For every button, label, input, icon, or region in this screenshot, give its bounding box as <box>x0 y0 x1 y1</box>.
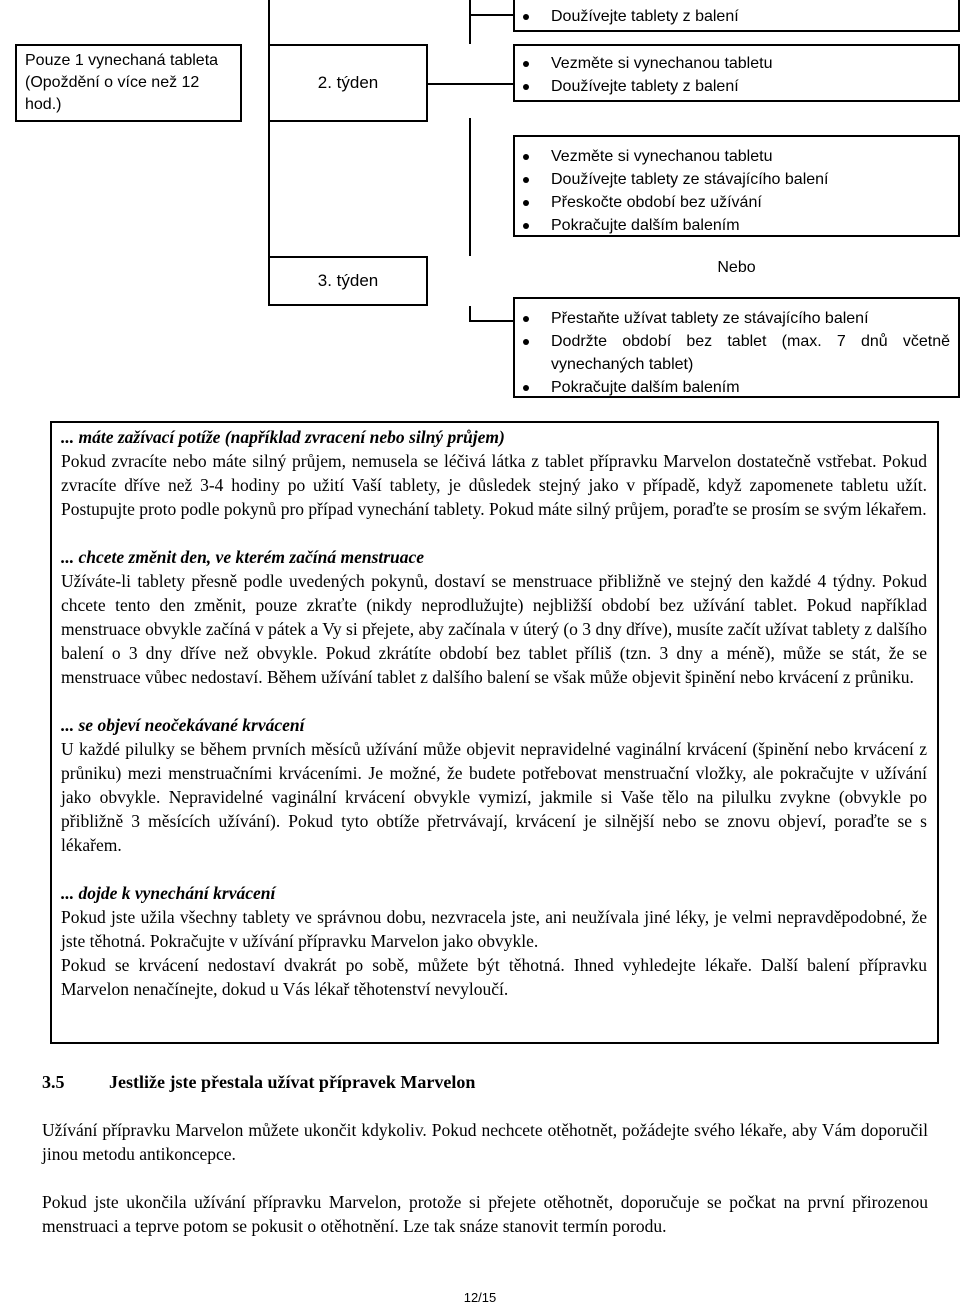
connector-line <box>428 83 514 85</box>
connector-line <box>469 0 471 44</box>
bullet-item: Doužívejte tablety ze stávajícího balení <box>515 168 958 191</box>
section-number: 3.5 <box>42 1072 65 1092</box>
missed-tablet-box <box>15 44 242 122</box>
bullet-item: Pokračujte dalším balením <box>515 214 958 237</box>
week3-label: 3. týden <box>317 271 379 290</box>
page-number: 12/15 <box>463 1290 497 1305</box>
connector-line <box>469 306 471 320</box>
connector-line <box>268 0 270 258</box>
top-bullet-box <box>513 0 960 32</box>
bullet-item: Přeskočte období bez užívání <box>515 191 958 214</box>
section-heading: ... máte zažívací potíže (například zvracení nebo silný průjem) <box>61 427 505 447</box>
bullet-item: Pokračujte dalším balením <box>515 376 950 399</box>
section-text: Pokud se krvácení nedostaví dvakrát po sobě, můžete být těhotná. Ihned vyhledejte lékaře. Další balení přípravku Marvelon nenačínejte, dokud u Vás lékař těhotenství nevyloučí. <box>61 955 927 999</box>
section-heading: ... chcete změnit den, ve kterém začíná menstruace <box>61 547 425 567</box>
or-label: Nebo <box>717 259 756 276</box>
paragraph: Pokud jste ukončila užívání přípravku Marvelon, protože si přejete otěhotnět, doporučuje se počkat na první přirozenou menstruaci a teprve potom se pokusit o otěhotnění. Lze tak snáze stanovit termín porodu. <box>42 1192 928 1236</box>
missed-tablet-text: Pouze 1 vynechaná tableta (Opoždění o více než 12 hod.) <box>25 52 219 113</box>
bullet-item: Vezměte si vynechanou tabletu <box>515 52 958 75</box>
section-text: Pokud zvracíte nebo máte silný průjem, nemusela se léčivá látka z tablet přípravku Marvelon dostatečně vstřebat. Pokud zvracíte dříve než 3-4 hodiny po užití Vaší tablety, je důsledek stejný jako v případě, když zapomenete tabletu užít. Postupujte proto podle pokynů pro případ vynechání tablety. Pokud máte silný průjem, poraďte se prosím se svým lékařem. <box>61 451 927 519</box>
section-title: Jestliže jste přestala užívat přípravek Marvelon <box>109 1072 476 1092</box>
situations-box <box>50 421 939 1044</box>
week2-box <box>268 44 428 122</box>
week3-option2-box <box>513 297 960 398</box>
connector-line <box>469 118 471 256</box>
bullet-item: Doužívejte tablety z balení <box>515 5 958 28</box>
section-heading: ... dojde k vynechání krvácení <box>61 883 276 903</box>
week2-label: 2. týden <box>317 73 379 92</box>
week2-instructions-box <box>513 44 960 102</box>
paragraph: Užívání přípravku Marvelon můžete ukončit kdykoliv. Pokud nechcete otěhotnět, požádejte svého lékaře, aby Vám doporučil jinou metodu antikoncepce. <box>42 1120 928 1164</box>
connector-line <box>469 14 513 16</box>
bullet-item: Přestaňte užívat tablety ze stávajícího balení <box>515 307 950 330</box>
connector-line <box>469 320 513 322</box>
week3-option1-box <box>513 135 960 237</box>
section-text: Užíváte-li tablety přesně podle uvedených pokynů, dostaví se menstruace přibližně ve stejný den každé 4 týdny. Pokud chcete tento den změnit, pouze zkraťte (nikdy neprodlužujte) nejbližší období bez užívání tablet. Pokud například menstruace obvykle začíná v pátek a Vy si přejete, aby začínala v úterý (o 3 dny dříve), musíte začít užívat tablety z dalšího balení o 3 dny dříve než obvykle. Pokud zkrátíte období bez tablet příliš (tzn. 3 dny a méně), může se stát, že se menstruace vůbec nedostaví. Během užívání tablet z dalšího balení se však může objevit špinění nebo krvácení z průniku. <box>61 571 927 687</box>
section-heading: ... se objeví neočekávané krvácení <box>61 715 305 735</box>
bullet-item: Vezměte si vynechanou tabletu <box>515 145 958 168</box>
section-text: Pokud jste užila všechny tablety ve správnou dobu, nezvracela jste, ani neužívala jiné léky, je velmi nepravděpodobné, že jste těhotná. Pokračujte v užívání přípravku Marvelon jako obvykle. <box>61 907 927 951</box>
bullet-item: Dodržte období bez tablet (max. 7 dnů včetně vynechaných tablet) <box>515 330 950 376</box>
section-text: U každé pilulky se během prvních měsíců užívání může objevit nepravidelné vaginální krvácení (špinění nebo krvácení z průniku) mezi menstruačními krváceními. Je možné, že budete potřebovat menstruační vložky, ale pokračujte v užívání jako obvykle. Nepravidelné vaginální krvácení obvykle vymizí, jakmile si Vaše tělo na pilulku zvykne (obvykle po přibližně 3 měsících užívání). Pokud tyto obtíže přetrvávají, krvácení je silnější nebo se znovu objeví, poraďte se s lékařem. <box>61 739 927 855</box>
week3-box <box>268 256 428 306</box>
bullet-item: Doužívejte tablety z balení <box>515 75 958 98</box>
